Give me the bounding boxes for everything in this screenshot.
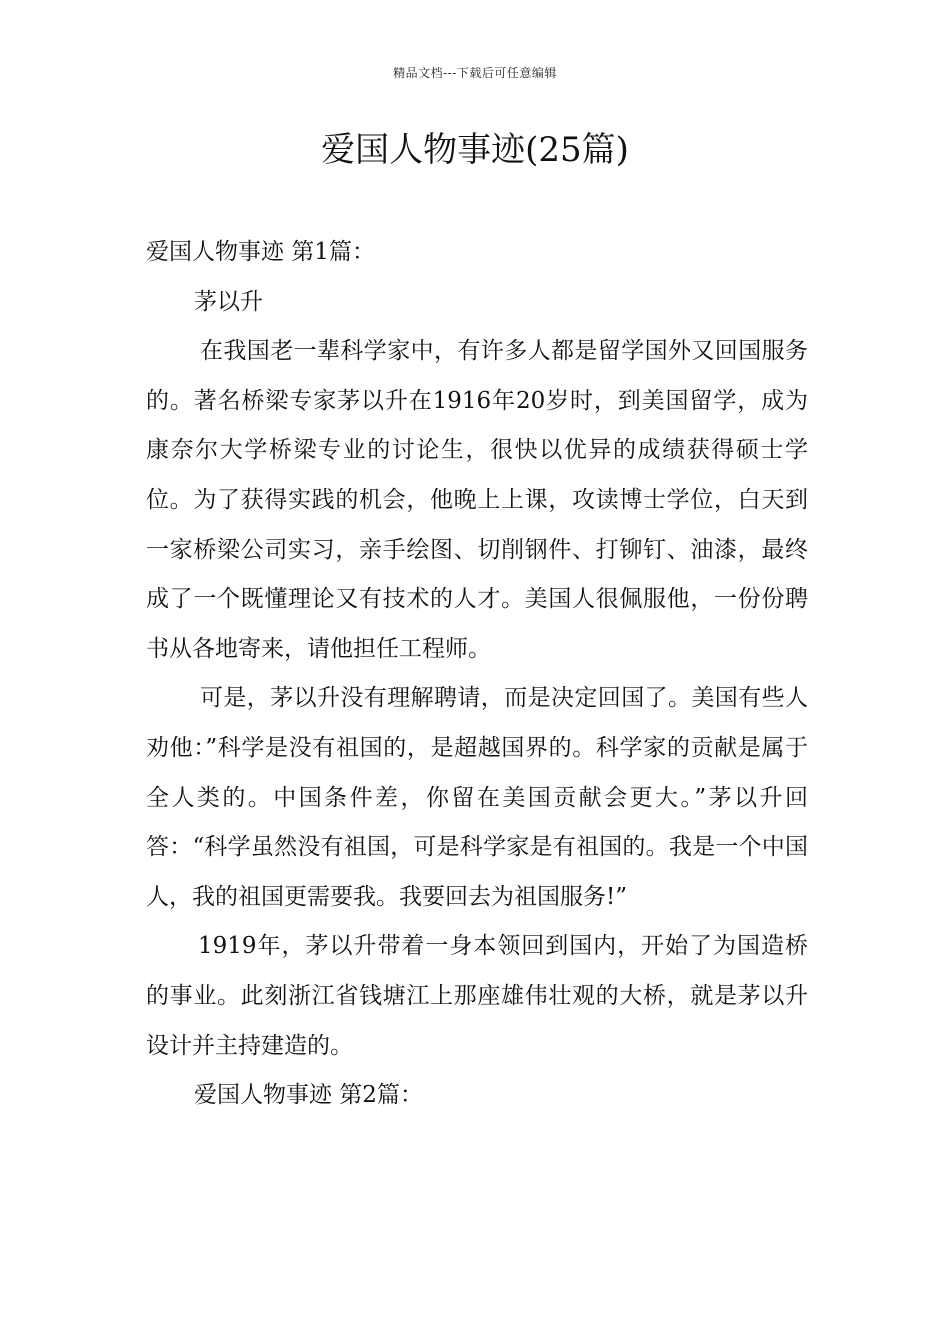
next-section-heading: 爱国人物事迹 第2篇： [194,1082,423,1109]
paragraph-2: 可是，茅以升没有理解聘请，而是决定回国了。美国有些人劝他：”科学是没有祖国的，是超越国界的。科学家的贡献是属于全人类的。中国条件差，你留在美国贡献会更大。”茅以升回答：“科学虽然没有祖国，可是科学家是有祖国的。我是一个中国人，我的祖国更需要我。我要回去为祖国服务!” [146,685,808,910]
paragraph-3: 1919年，茅以升带着一身本领回到国内，开始了为国造桥的事业。此刻浙江省钱塘江上那座雄伟壮观的大桥，就是茅以升设计并主持建造的。 [146,933,808,1059]
page-header-note: 精品文档---下载后可任意编辑 [393,66,557,80]
document-body [146,228,808,1121]
section-subheading: 茅以升 [194,288,263,315]
section-heading: 爱国人物事迹 第1篇： [146,239,375,265]
paragraph-1: 在我国老一辈科学家中，有许多人都是留学国外又回国服务的。著名桥梁专家茅以升在1916年20岁时，到美国留学，成为康奈尔大学桥梁专业的讨论生，很快以优异的成绩获得硕士学位。为了获得实践的机会，他晚上上课，攻读博士学位，白天到一家桥梁公司实习，亲手绘图、切削钢件、打铆钉、油漆，最终成了一个既懂理论又有技术的人才。美国人很佩服他，一份份聘书从各地寄来，请他担任工程师。 [146,338,808,662]
document-title: 爱国人物事迹(25篇) [321,130,629,170]
